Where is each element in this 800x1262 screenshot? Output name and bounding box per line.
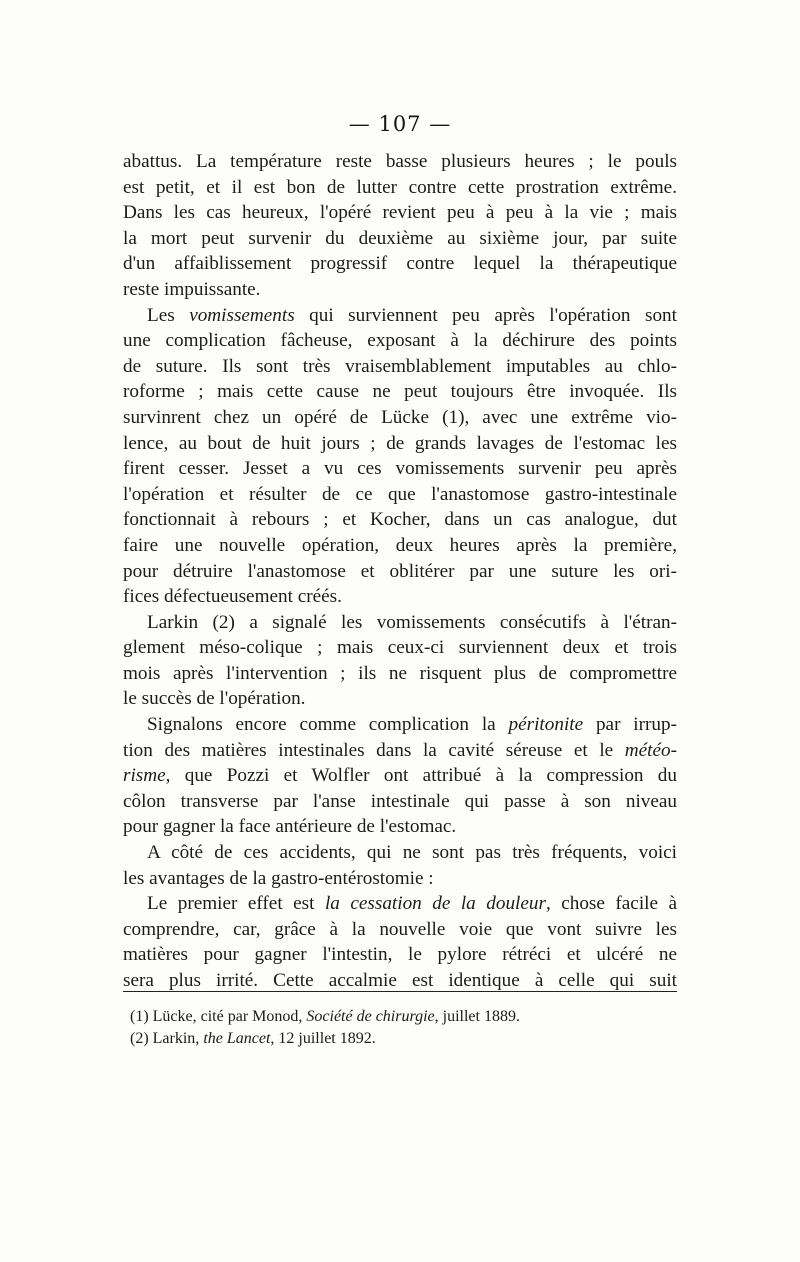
footnote-rule [123, 991, 677, 992]
text-line [123, 738, 677, 764]
text-run: survinrent chez un opéré de Lücke (1), avec une extrême vio- [123, 406, 677, 428]
body-text [123, 149, 677, 994]
text-line [123, 814, 677, 840]
text-line [123, 968, 677, 994]
text-run: sera plus irrité. Cette accalmie est identique à celle qui suit [123, 970, 677, 991]
italic-run: risme [123, 765, 166, 787]
text-run: par irrup- [583, 714, 677, 736]
text-line [123, 610, 677, 636]
text-line [123, 431, 677, 457]
text-run: d'un affaiblissement progressif contre lequel la thérapeutique [123, 253, 677, 275]
text-run: matières pour gagner l'intestin, le pylore rétréci et ulcéré ne [123, 944, 677, 966]
footnote [130, 1006, 670, 1028]
text-run: abattus. La température reste basse plusieurs heures ; le pouls [123, 151, 677, 172]
text-run: firent cesser. Jesset a vu ces vomissements survenir peu après [123, 458, 677, 480]
text-line [123, 891, 677, 917]
text-run: Dans les cas heureux, l'opéré revient peu à peu à la vie ; mais [123, 202, 677, 224]
text-line [123, 686, 677, 712]
text-run: Le premier effet est [147, 893, 325, 915]
italic-run: la cessation de la douleur [324, 893, 546, 915]
text-run: qui surviennent peu après l'opération sont [294, 304, 677, 326]
italic-run: Société de chirurgie [306, 1008, 435, 1025]
text-line [123, 200, 677, 226]
text-line [123, 533, 677, 559]
text-line [123, 507, 677, 533]
text-line [123, 866, 677, 892]
text-run: de suture. Ils sont très vraisemblablement imputables au chlo- [123, 355, 677, 377]
text-run: Larkin (2) a signalé les vomissements consécutifs à l'étran- [147, 611, 677, 633]
text-line [123, 456, 677, 482]
text-run: le succès de l'opération. [123, 688, 306, 710]
text-run: A côté de ces accidents, qui ne sont pas très fréquents, voici [147, 842, 677, 864]
text-line [123, 635, 677, 661]
text-run: Les [147, 304, 190, 326]
text-run: lence, au bout de huit jours ; de grands lavages de l'estomac les [123, 432, 677, 454]
page-number: — 107 — [348, 112, 452, 136]
text-run: , que Pozzi et Wolfler ont attribué à la compression du [165, 765, 677, 787]
text-run: Signalons encore comme complication la [147, 714, 509, 736]
footnote [130, 1028, 670, 1050]
text-line [123, 763, 677, 789]
text-line [123, 840, 677, 866]
text-run: les avantages de la gastro-entérostomie : [123, 867, 434, 889]
text-run: tion des matières intestinales dans la cavité séreuse et le [123, 739, 625, 761]
text-line [123, 251, 677, 277]
text-run: , chose facile à [545, 893, 678, 915]
text-line [123, 149, 677, 175]
text-run: , juillet 1889. [434, 1008, 520, 1025]
text-run: l'opération et résulter de ce que l'anastomose gastro-intestinale [123, 483, 677, 505]
text-run: pour gagner la face antérieure de l'estomac. [123, 816, 457, 838]
text-line [123, 712, 677, 738]
text-run: fonctionnait à rebours ; et Kocher, dans un cas analogue, dut [123, 509, 677, 531]
text-line [123, 482, 677, 508]
text-line [123, 789, 677, 815]
italic-run: météo- [624, 739, 677, 761]
text-line [123, 226, 677, 252]
footnotes [130, 1006, 670, 1050]
text-run: une complication fâcheuse, exposant à la déchirure des points [123, 330, 677, 352]
text-run: (1) Lücke, cité par Monod, [130, 1008, 307, 1025]
italic-run: the Lancet [203, 1030, 271, 1047]
text-line [123, 175, 677, 201]
text-line [123, 354, 677, 380]
text-run: roforme ; mais cette cause ne peut toujours être invoquée. Ils [123, 381, 677, 403]
italic-run: péritonite [508, 714, 584, 736]
text-line [123, 303, 677, 329]
text-line [123, 584, 677, 610]
text-run: reste impuissante. [123, 278, 261, 300]
text-run: glement méso-colique ; mais ceux-ci surviennent deux et trois [123, 637, 677, 659]
text-line [123, 661, 677, 687]
text-line [123, 277, 677, 303]
text-run: pour détruire l'anastomose et oblitérer par une suture les ori- [123, 560, 677, 582]
text-run: mois après l'intervention ; ils ne risquent plus de compromettre [123, 662, 677, 684]
italic-run: vomissements [189, 304, 295, 326]
text-line [123, 917, 677, 943]
text-run: est petit, et il est bon de lutter contre cette prostration extrême. [123, 176, 677, 198]
text-run: fices défectueusement créés. [123, 586, 342, 608]
text-line [123, 405, 677, 431]
text-run: faire une nouvelle opération, deux heures après la première, [123, 534, 677, 556]
text-line [123, 559, 677, 585]
text-run: comprendre, car, grâce à la nouvelle voie que vont suivre les [123, 918, 677, 940]
text-line [123, 379, 677, 405]
text-line [123, 328, 677, 354]
text-line [123, 942, 677, 968]
text-run: la mort peut survenir du deuxième au sixième jour, par suite [123, 227, 677, 249]
text-run: côlon transverse par l'anse intestinale qui passe à son niveau [123, 790, 677, 812]
text-run: (2) Larkin, [130, 1030, 204, 1047]
text-run: , 12 juillet 1892. [270, 1030, 376, 1047]
